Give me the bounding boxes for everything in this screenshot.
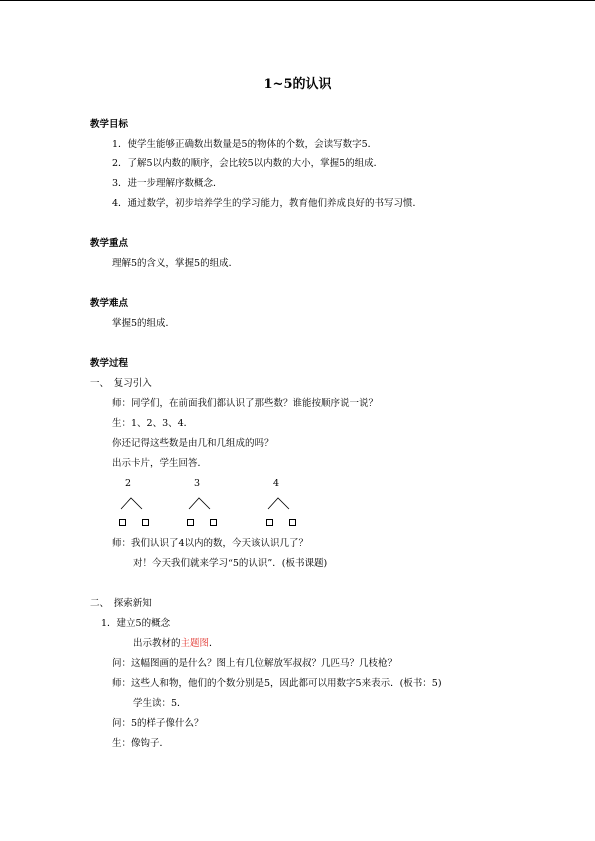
dialogue-line: 问：这幅图画的是什么？图上有几位解放军叔叔？几匹马？几枝枪？ [112, 658, 398, 669]
difficulty-text: 掌握5的组成． [112, 318, 176, 329]
answer-box [289, 519, 296, 526]
dialogue-line: 出示卡片，学生回答． [112, 458, 208, 469]
dialogue-line: 学生读：5． [133, 698, 187, 709]
answer-box [210, 519, 217, 526]
theme-image-link[interactable]: 主题图 [180, 638, 210, 649]
dialogue-line: 问：5的样子像什么？ [112, 718, 204, 729]
show-prefix: 出示教材的 [133, 638, 181, 649]
key-heading: 教学重点 [90, 238, 129, 249]
show-suffix: ． [209, 638, 219, 649]
dialogue-line: 对！今天我们就来学习“5的认识”．(板书课题) [133, 558, 328, 569]
split-lines-icon [267, 496, 291, 510]
dialogue-line: 师：同学们，在前面我们都认识了那些数？谁能按顺序说一说？ [112, 398, 379, 409]
card-number-2: 2 [125, 478, 132, 489]
dialogue-line: 师：我们认识了4以内的数，今天该认识几了？ [112, 538, 309, 549]
subsection-heading: 1．建立5的概念 [101, 618, 171, 629]
dialogue-line: 你还记得这些数是由几和几组成的吗？ [112, 438, 274, 449]
goal-item: 3．进一步理解序数概念． [112, 178, 223, 189]
answer-box [187, 519, 194, 526]
goal-item: 2．了解5以内数的顺序，会比较5以内数的大小，掌握5的组成． [112, 158, 384, 169]
dialogue-line: 师：这些人和物，他们的个数分别是5，因此都可以用数字5来表示．(板书：5) [112, 678, 442, 689]
answer-box [266, 519, 273, 526]
split-lines-icon [120, 496, 144, 510]
process-heading: 教学过程 [90, 358, 129, 369]
dialogue-line: 生：1、2、3、4． [112, 418, 194, 429]
goals-heading: 教学目标 [90, 119, 129, 130]
key-text: 理解5的含义，掌握5的组成． [112, 258, 239, 269]
page-top-rule [0, 0, 595, 1]
goal-item: 1．使学生能够正确数出数量是5的物体的个数，会读写数字5． [112, 139, 378, 150]
difficulty-heading: 教学难点 [90, 298, 129, 309]
card-number-4: 4 [273, 478, 280, 489]
answer-box [142, 519, 149, 526]
answer-box [119, 519, 126, 526]
part2-heading: 二、 探索新知 [90, 598, 152, 609]
card-number-3: 3 [194, 478, 201, 489]
part1-heading: 一、 复习引入 [90, 378, 152, 389]
dialogue-line: 生：像钩子． [112, 738, 170, 749]
goal-item: 4．通过数学，初步培养学生的学习能力，教育他们养成良好的书写习惯． [112, 198, 423, 209]
show-materials-line [133, 638, 219, 650]
page-title: 1~5的认识 [263, 77, 332, 92]
split-lines-icon [188, 496, 212, 510]
